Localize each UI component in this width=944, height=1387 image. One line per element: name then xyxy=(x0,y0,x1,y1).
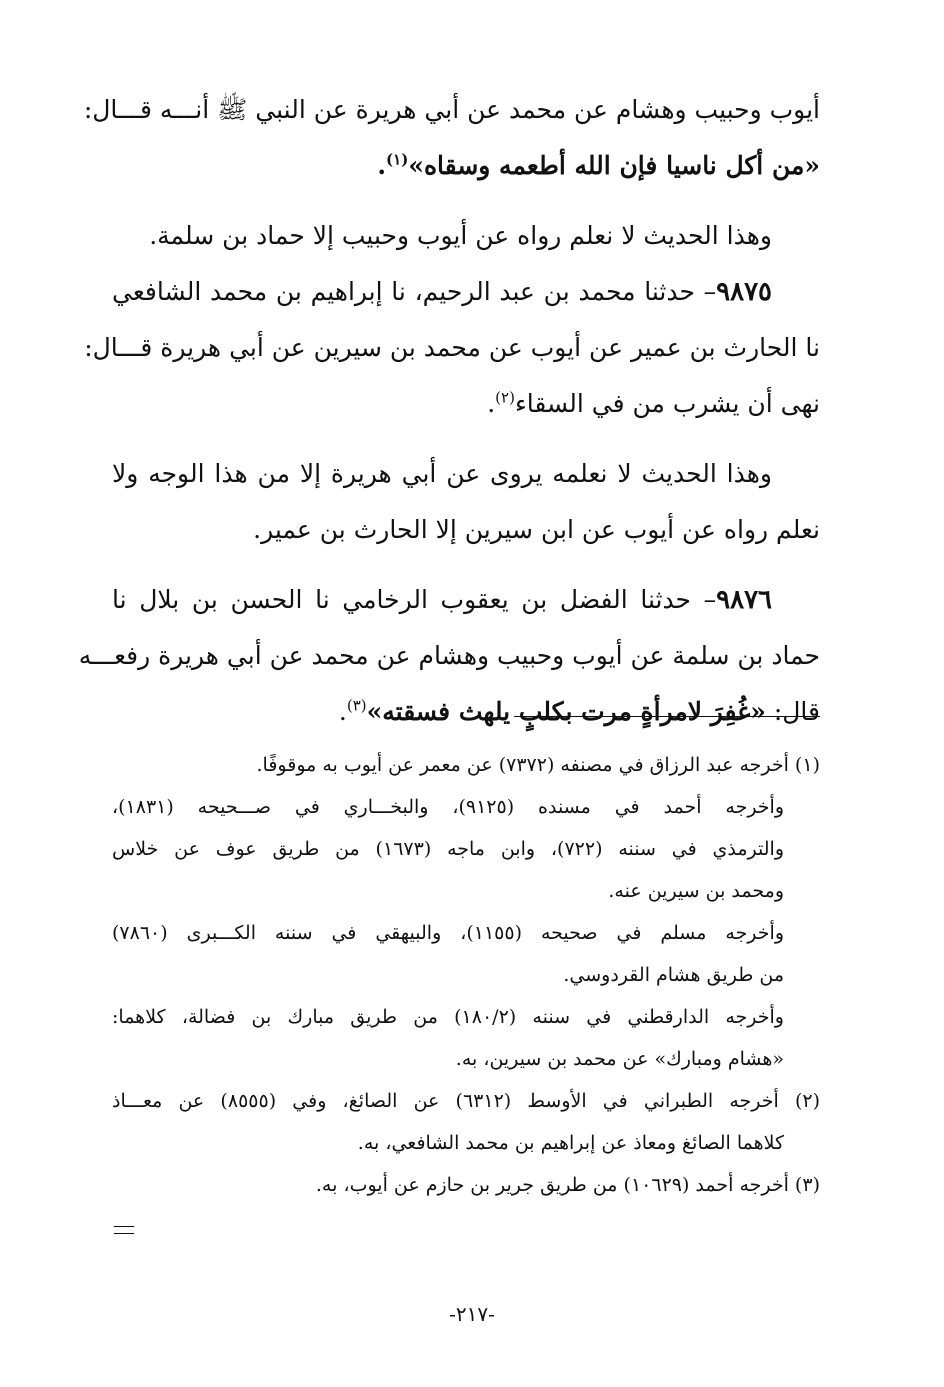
footnote-line: (٣) أخرجه أحمد (١٠٦٢٩) من طريق جرير بن حازم عن أيوب، به. xyxy=(315,1174,820,1196)
hadith-number: ٩٨٧٥ xyxy=(716,277,772,307)
footnote-line: وأخرجه مسلم في صحيحه (١١٥٥)، والبيهقي في سننه الكـــبرى (٧٨٦٠) xyxy=(112,922,784,944)
hadith-heading xyxy=(112,264,820,320)
footnote-line: (١) أخرجه عبد الرزاق في مصنفه (٧٣٧٢) عن معمر عن أيوب به موقوفًا. xyxy=(256,754,820,776)
hadith-text xyxy=(112,138,820,194)
punctuation: . xyxy=(487,389,496,418)
footnote-line: ومحمد بن سيرين عنه. xyxy=(608,880,784,902)
text-line: أيوب وحبيب وهشام عن محمد عن أبي هريرة عن النبي ﷺ أنـــه قـــال: xyxy=(83,95,820,124)
footnote-ref: (٣) xyxy=(346,696,367,715)
text-line: – حدثنا محمد بن عبد الرحيم، نا إبراهيم بن محمد الشافعي xyxy=(112,277,717,306)
footnote-ref: (٢) xyxy=(495,388,515,407)
end-mark xyxy=(114,1226,134,1234)
hadith-heading xyxy=(112,572,820,628)
footnotes xyxy=(112,744,820,1206)
footnote-line: من طريق هشام القردوسي. xyxy=(563,964,784,986)
main-text xyxy=(78,82,820,740)
text-span: قال: xyxy=(765,697,820,726)
text-line: وهذا الحديث لا نعلمه يروى عن أبي هريرة إلا من هذا الوجه ولا xyxy=(112,459,772,488)
text-line: نعلم رواه عن أيوب عن ابن سيرين إلا الحارث بن عمير. xyxy=(253,515,820,544)
footnote-line: كلاهما الصائغ ومعاذ عن إبراهيم بن محمد الشافعي، به. xyxy=(357,1132,784,1154)
footnote-ref: (١) xyxy=(386,150,409,169)
text-line: نا الحارث بن عمير عن أيوب عن محمد بن سيرين عن أبي هريرة قـــال: xyxy=(84,333,820,362)
text-line: وهذا الحديث لا نعلم رواه عن أيوب وحبيب إلا حماد بن سلمة. xyxy=(149,221,772,250)
text-line xyxy=(112,376,820,432)
hadith-quote: «غُفِرَ لامرأةٍ مرت بكلبٍ يلهث فسقته» xyxy=(366,697,766,726)
page-number: -٢١٧- xyxy=(449,1302,495,1326)
punctuation: . xyxy=(377,151,387,180)
footnote-line: وأخرجه الدارقطني في سننه (١٨٠/٢) من طريق مبارك بن فضالة، كلاهما: xyxy=(112,1006,784,1028)
hadith-quote: «من أكل ناسيا فإن الله أطعمه وسقاه» xyxy=(408,151,820,180)
footnote-separator xyxy=(514,716,820,717)
text-line xyxy=(112,684,820,740)
text-line: – حدثنا الفضل بن يعقوب الرخامي نا الحسن بن بلال نا xyxy=(112,585,717,614)
footnote-line: وأخرجه أحمد في مسنده (٩١٢٥)، والبخـــاري في صـــحيحه (١٨٣١)، xyxy=(112,796,785,818)
footnote-line: «هشام ومبارك» عن محمد بن سيرين، به. xyxy=(455,1048,784,1070)
footnote-line: (٢) أخرجه الطبراني في الأوسط (٦٣١٢) عن الصائغ، وفي (٨٥٥٥) عن معـــاذ xyxy=(112,1090,820,1112)
footnote-line: والترمذي في سننه (٧٢٢)، وابن ماجه (١٦٧٣) من طريق عوف عن خلاس xyxy=(112,838,785,860)
text-line: حماد بن سلمة عن أيوب وحبيب وهشام عن محمد عن أبي هريرة رفعـــه xyxy=(78,641,820,670)
text-span: نهى أن يشرب من في السقاء xyxy=(514,389,820,418)
hadith-number: ٩٨٧٦ xyxy=(716,585,772,615)
punctuation: . xyxy=(338,697,347,726)
